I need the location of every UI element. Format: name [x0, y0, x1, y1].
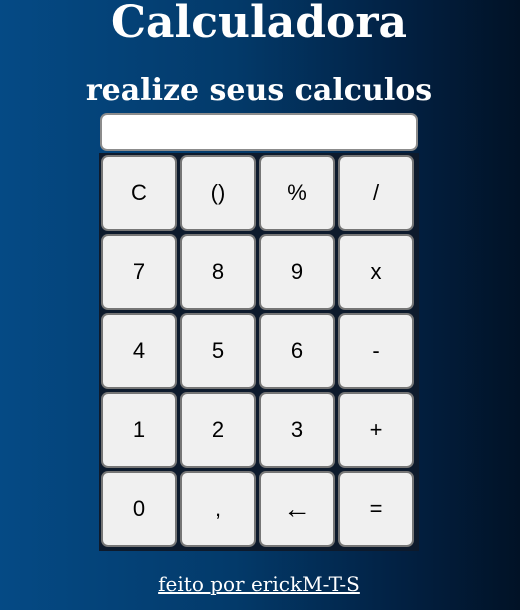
digit-2-button[interactable]: 2	[180, 392, 256, 468]
add-button[interactable]: +	[338, 392, 414, 468]
multiply-button[interactable]: x	[338, 234, 414, 310]
equals-button[interactable]: =	[338, 471, 414, 547]
digit-0-button[interactable]: 0	[101, 471, 177, 547]
percent-button[interactable]: %	[259, 155, 335, 231]
digit-1-button[interactable]: 1	[101, 392, 177, 468]
page-title: Calculadora	[110, 0, 408, 48]
clear-button[interactable]: C	[101, 155, 177, 231]
digit-4-button[interactable]: 4	[101, 313, 177, 389]
digit-5-button[interactable]: 5	[180, 313, 256, 389]
digit-7-button[interactable]: 7	[101, 234, 177, 310]
keypad	[99, 153, 419, 551]
backspace-button[interactable]: ←	[259, 471, 335, 547]
subtract-button[interactable]: -	[338, 313, 414, 389]
decimal-comma-button[interactable]: ,	[180, 471, 256, 547]
parentheses-button[interactable]: ()	[180, 155, 256, 231]
digit-3-button[interactable]: 3	[259, 392, 335, 468]
digit-8-button[interactable]: 8	[180, 234, 256, 310]
calculator-display[interactable]	[100, 113, 418, 151]
divide-button[interactable]: /	[338, 155, 414, 231]
digit-6-button[interactable]: 6	[259, 313, 335, 389]
page-subtitle: realize seus calculos	[85, 73, 433, 108]
digit-9-button[interactable]: 9	[259, 234, 335, 310]
author-link[interactable]: feito por erickM-T-S	[158, 572, 360, 596]
